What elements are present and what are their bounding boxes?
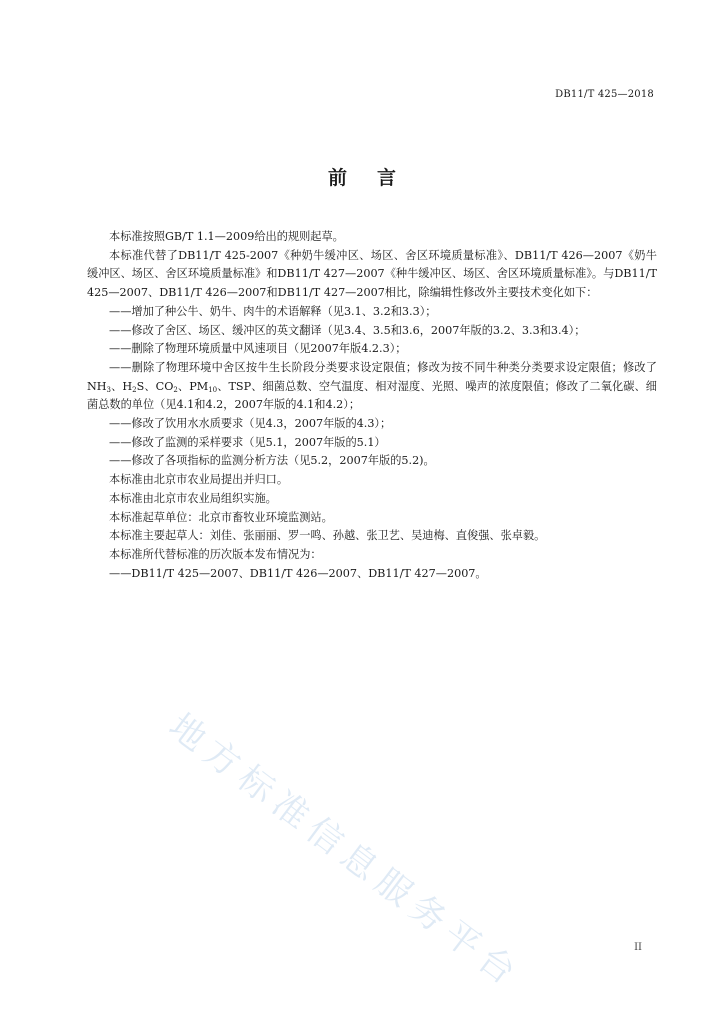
page-title: 前言: [327, 167, 426, 189]
paragraph-drafters: 本标准主要起草人：刘佳、张丽丽、罗一鸣、孙越、张卫艺、吴迪梅、直俊强、张卓毅。: [109, 529, 546, 543]
list-item: ——增加了种公牛、奶牛、肉牛的术语解释（见3.1、3.2和3.3）；: [109, 304, 437, 318]
list-item: ——修改了饮用水水质要求（见4.3，2007年版的4.3）；: [109, 417, 392, 431]
list-item: ——DB11/T 425—2007、DB11/T 426—2007、DB11/T 427—2007。: [109, 566, 487, 580]
list-item: ——修改了监测的采样要求（见5.1，2007年版的5.1）: [109, 435, 386, 449]
paragraph-replacement: 本标准代替了DB11/T 425-2007《种奶牛缓冲区、场区、舍区环境质量标准》、DB11/T 426—2007《奶牛缓冲区、场区、舍区环境质量标准》和DB11/T 427—2007《种牛缓冲区、场区、舍区环境质量标准》。与DB11/T 425—2007、DB11/T 426—2007和DB11/T 427—2007相比，除编辑性修改外主要技术变化如下：: [87, 248, 657, 300]
document-code: DB11/T 425—2018: [555, 89, 654, 100]
list-item: ——删除了物理环境中舍区按牛生长阶段分类要求设定限值；修改为按不同牛种类分类要求设定限值；修改了$NH_3$、$H_2S$、$CO_2$、$PM_{10}$、TSP、细菌总数、空气温度、相对湿度、光照、噪声的浓度限值；修改了二氧化碳、细菌总数的单位（见4.1和4.2，2007年版的4.1和4.2）；: [87, 360, 657, 412]
list-item: ——删除了物理环境质量中风速项目（见2007年版4.2.3）；: [109, 342, 407, 356]
list-item: ——修改了舍区、场区、缓冲区的英文翻译（见3.4、3.5和3.6，2007年版的3.2、3.3和3.4）；: [109, 323, 586, 337]
list-item: ——修改了各项指标的监测分析方法（见5.2，2007年版的5.2)。: [109, 454, 435, 468]
paragraph-proposer: 本标准由北京市农业局提出并归口。: [109, 473, 289, 487]
document-body: [87, 228, 657, 583]
paragraph-drafting-unit: 本标准起草单位：北京市畜牧业环境监测站。: [109, 510, 333, 524]
paragraph-history: 本标准所代替标准的历次版本发布情况为：: [109, 547, 322, 561]
paragraph-drafting-rule: 本标准按照GB/T 1.1—2009给出的规则起草。: [109, 230, 344, 243]
watermark: 地方标准信息服务平台: [161, 706, 529, 998]
page-number: II: [634, 942, 642, 953]
paragraph-implementer: 本标准由北京市农业局组织实施。: [109, 491, 277, 505]
